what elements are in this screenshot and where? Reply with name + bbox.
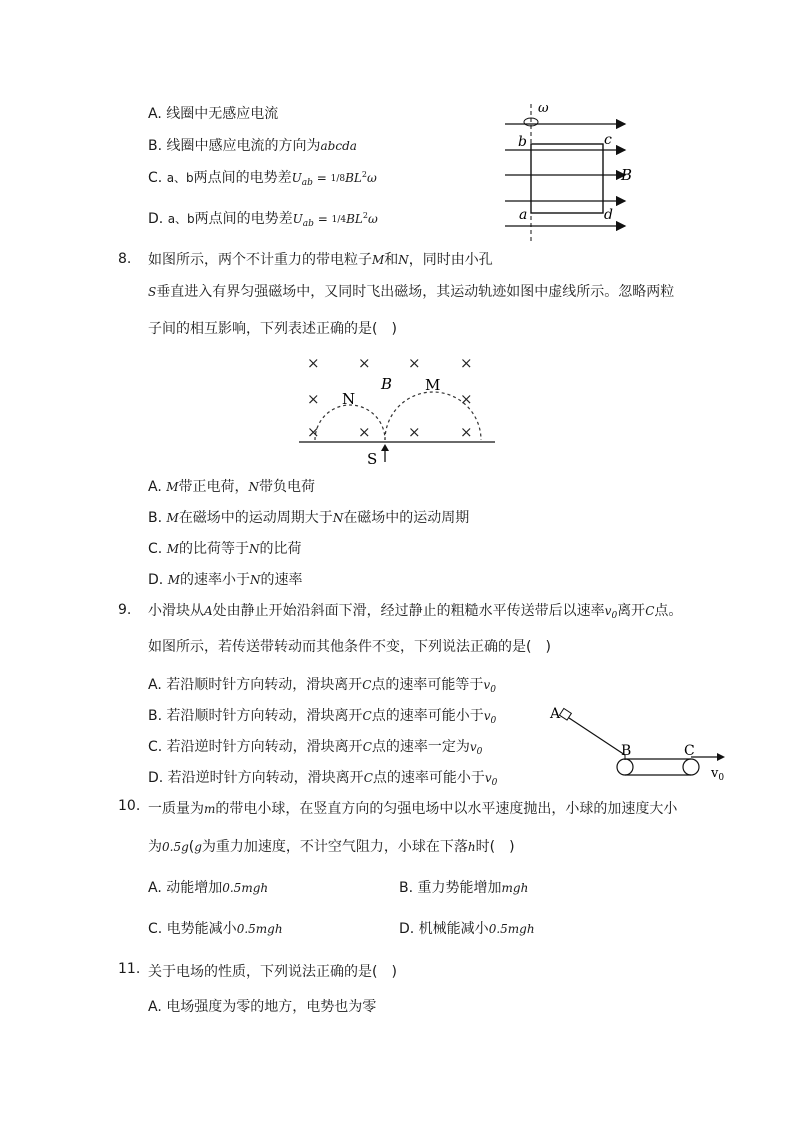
q9-number: 9.: [118, 602, 132, 618]
field-cross: ×: [358, 354, 371, 372]
fig-label-N: N: [342, 390, 356, 408]
q7-option-c: C. a、b两点间的电势差$U_{ab} = 1/8BL^2\omega$: [148, 170, 377, 188]
field-cross: ×: [358, 423, 371, 441]
q7-option-b: B. 线圈中感应电流的方向为abcda: [148, 138, 357, 154]
q9-option-c: C. 若沿逆时针方向转动，滑块离开C点的速率一定为$v_0$: [148, 739, 483, 757]
fig-omega: ω: [538, 101, 549, 116]
trajectory-N: [315, 405, 385, 440]
field-cross: ×: [307, 390, 320, 408]
q8-stem-line3: 子间的相互影响，下列表述正确的是( ): [148, 321, 397, 337]
q10-option-d: D. 机械能减小0.5mgh: [399, 921, 535, 937]
q11-number: 11.: [118, 961, 141, 977]
field-cross: ×: [408, 354, 421, 372]
field-cross: ×: [408, 423, 421, 441]
fig-label-B: B: [381, 375, 393, 393]
q9-stem-line1: 小滑块从A处由静止开始沿斜面下滑，经过静止的粗糙水平传送带后以速率$v_0$离开C点。: [148, 603, 683, 621]
q10-option-c: C. 电势能减小0.5mgh: [148, 921, 283, 937]
q9-option-a: A. 若沿顺时针方向转动，滑块离开C点的速率可能等于$v_0$: [148, 677, 496, 695]
field-cross: ×: [460, 354, 473, 372]
fig-label-d: d: [604, 207, 613, 223]
fig-label-B: B: [621, 743, 632, 759]
field-cross: ×: [460, 390, 473, 408]
q10-option-a: A. 动能增加0.5mgh: [148, 880, 269, 896]
q11-option-a: A. 电场强度为零的地方，电势也为零: [148, 999, 377, 1015]
q7-coil-figure: [500, 98, 645, 248]
pulley-left: [617, 759, 633, 775]
q9-option-d: D. 若沿逆时针方向转动，滑块离开C点的速率可能小于$v_0$: [148, 770, 498, 788]
fig-label-v0: $v_0$: [711, 766, 725, 783]
q7-option-d: D. a、b两点间的电势差$U_{ab} = 1/4BL^2\omega$: [148, 211, 378, 229]
q10-option-b: B. 重力势能增加mgh: [399, 880, 529, 896]
entry-arrow-head: [381, 444, 389, 451]
field-cross: ×: [307, 354, 320, 372]
coil: [531, 144, 603, 213]
fig-label-C: C: [684, 743, 695, 759]
fig-label-M: M: [425, 376, 441, 394]
q8-option-d: D. M的速率小于N的速率: [148, 572, 303, 588]
q8-option-c: C. M的比荷等于N的比荷: [148, 541, 302, 557]
fig-label-b: b: [518, 134, 527, 150]
q8-stem-line1: 如图所示，两个不计重力的带电粒子M和N，同时由小孔: [148, 252, 493, 268]
fig-label-B: B: [621, 166, 633, 184]
q9-option-b: B. 若沿顺时针方向转动，滑块离开C点的速率可能小于$v_0$: [148, 708, 497, 726]
q8-stem-line2: S垂直进入有界匀强磁场中，又同时飞出磁场，其运动轨迹如图中虚线所示。忽略两粒: [148, 284, 675, 300]
q11-stem: 关于电场的性质，下列说法正确的是( ): [148, 964, 397, 980]
q8-option-b: B. M在磁场中的运动周期大于N在磁场中的运动周期: [148, 510, 470, 526]
fig-label-S: S: [367, 450, 378, 468]
q8-number: 8.: [118, 251, 132, 267]
incline: [563, 714, 625, 755]
fig-label-c: c: [604, 132, 612, 148]
fig-label-A: A: [550, 706, 561, 722]
velocity-arrow-head: [717, 753, 725, 761]
q8-option-a: A. M带正电荷，N带负电荷: [148, 479, 316, 495]
q9-conveyor-figure: [545, 700, 735, 790]
q7-option-a: A. 线圈中无感应电流: [148, 106, 279, 122]
q9-stem-line2: 如图所示，若传送带转动而其他条件不变，下列说法正确的是( ): [148, 639, 551, 655]
field-cross: ×: [307, 423, 320, 441]
field-cross: ×: [460, 423, 473, 441]
q8-magnetic-field-figure: [295, 350, 500, 470]
fig-label-a: a: [519, 207, 528, 223]
q10-number: 10.: [118, 798, 141, 814]
q10-stem-line2: 为0.5g(g为重力加速度，不计空气阻力，小球在下落h时( ): [148, 839, 515, 855]
q10-stem-line1: 一质量为m的带电小球，在竖直方向的匀强电场中以水平速度抛出，小球的加速度大小: [148, 801, 678, 817]
pulley-right: [683, 759, 699, 775]
